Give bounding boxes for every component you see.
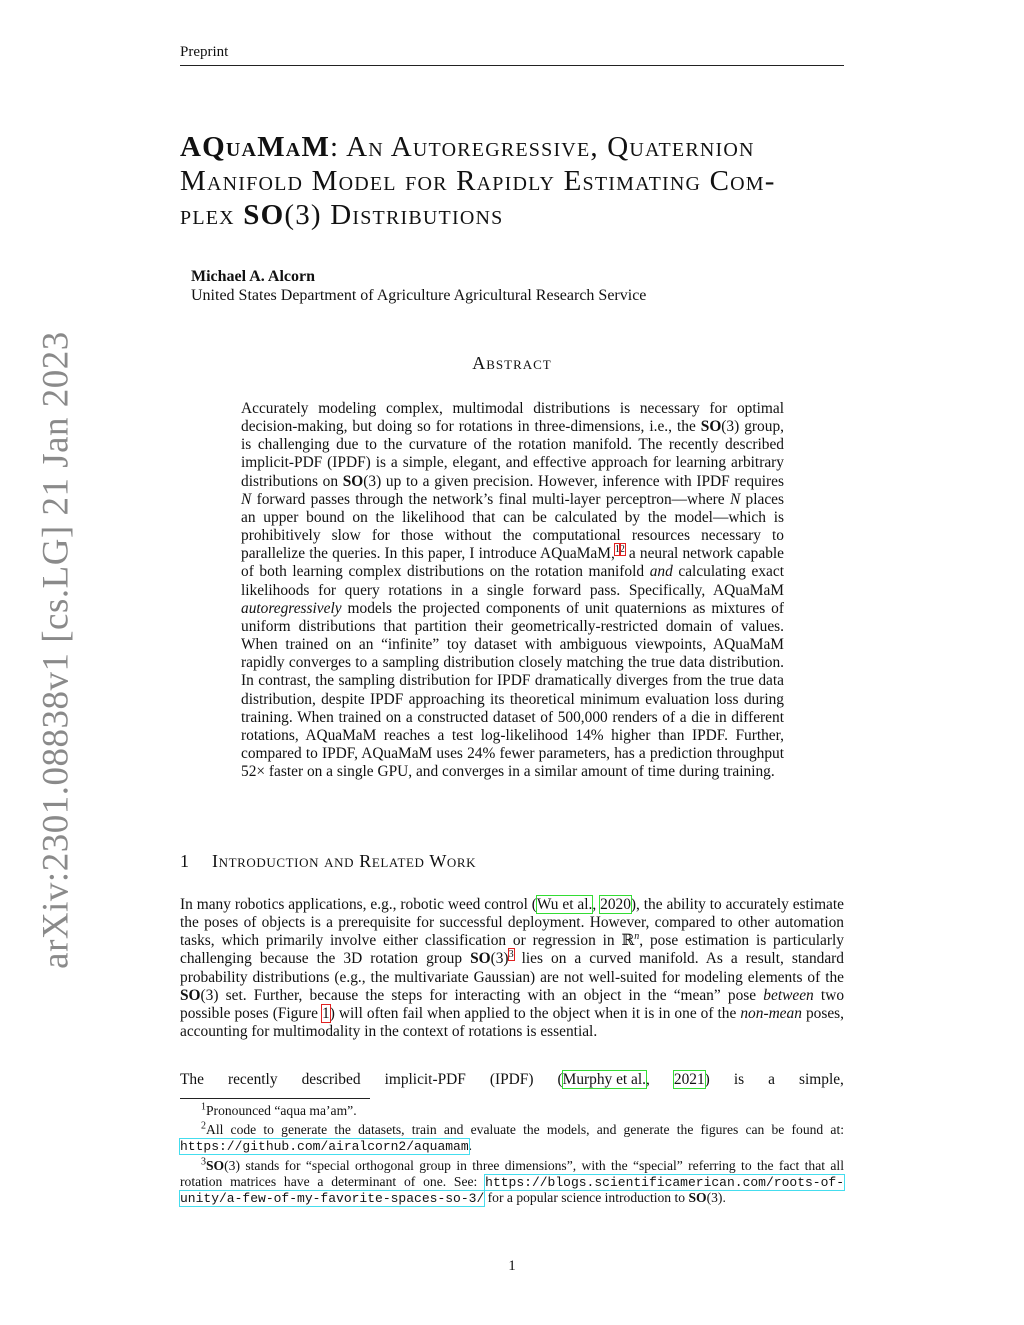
page-number: 1 [508, 1258, 516, 1274]
section-title: Introduction and Related Work [212, 851, 477, 871]
footnote-1: $^1$Pronounced “aqua ma’am”. [201, 1101, 357, 1118]
citation-murphy-2021-year[interactable]: 2021 [673, 1071, 705, 1088]
footnote-ref-1[interactable]: 1 [614, 544, 620, 556]
arxiv-side-stamp: arXiv:2301.08838v1 [cs.LG] 21 Jan 2023 [35, 331, 77, 969]
title-line-2: Manifold Model for Rapidly Estimating Com- [180, 165, 776, 197]
scientific-american-link[interactable]: https://blogs.scientificamerican.com/roots-of-unity/a-few-of-my-favorite-spaces-so-3/ [180, 1174, 844, 1207]
citation-murphy-2021[interactable]: Murphy et al. [562, 1071, 646, 1088]
section-heading [180, 851, 476, 872]
footnote-ref-2[interactable]: 2 [619, 544, 625, 556]
header-rule [180, 65, 844, 66]
github-link[interactable]: https://github.com/airalcorn2/aquamam [180, 1138, 469, 1154]
body-paragraph-1: In many robotics applications, e.g., robotic weed control (Wu et al., 2020), the ability to accurately estimate the poses of objects is a prerequisite for successful deployment. However, compared to other automation tasks, which primarily involve either classification or regression in ℝ$^n$, pose estimation is particularly challenging because the 3D rotation group SO(3)$^3$ lies on a curved manifold. As a result, standard probability distributions (e.g., the multivariate Gaussian) are not well-suited for modeling elements of the SO(3) set. Further, because the steps for interacting with an object in the “mean” pose between two possible poses (Figure 1) will often fail when applied to the object when it is in one of the non-mean poses, accounting for multimodality in the context of rotations is essential. [180, 896, 845, 1041]
author-affiliation: United States Department of Agriculture Agricultural Research Service [191, 287, 647, 304]
section-number: 1 [180, 851, 190, 871]
abstract-heading: Abstract [472, 353, 552, 373]
footnote-3: $^3$SO(3) stands for “special orthogonal group in three dimensions”, with the “special” referring to the fact that all rotation matrices have a determinant of one. See: https://blogs.scientificamerican.com/roots-of-unity/a-few-of-my-favorite-spaces-so-3/ for a popular science introduction to SO(3). [180, 1156, 844, 1207]
citation-wu-2020[interactable]: Wu et al. [536, 896, 593, 913]
abstract-text: Accurately modeling complex, multimodal distributions is necessary for optimal decision-making, but doing so for rotations in three-dimensions, i.e., the SO(3) group, is challenging due to the curvature of the rotation manifold. The recently described implicit-PDF (IPDF) is a simple, elegant, and effective approach for learning arbitrary distributions on SO(3) up to a given precision. However, inference with IPDF requires N forward passes through the network’s final multi-layer perceptron—where N places an upper bound on the likelihood that can be calculated by the model—which is prohibitively slow for those without the computational resources necessary to parallelize the queries. In this paper, I introduce AQuaMaM,$^{12}$ a neural network capable of both learning complex distributions on the rotation manifold and calculating exact likelihoods for query rotations in a single forward pass. Specifically, AQuaMaM autoregressively models the projected components of unit quaternions as mixtures of uniform distributions that partition their geometrically-restricted domain of values. When trained on an “infinite” toy dataset with ambiguous viewpoints, AQuaMaM rapidly converges to a sampling distribution closely matching the true data distribution. In contrast, the sampling distribution for IPDF dramatically diverges from the true data distribution, despite IPDF approaching its theoretical minimum evaluation loss during training. When trained on a constructed dataset of 500,000 renders of a die in different rotations, AQuaMaM reaches a test log-likelihood 14% higher than IPDF. Further, compared to IPDF, AQuaMaM uses 24% fewer parameters, has a prediction throughput 52× faster on a single GPU, and converges in a similar amount of time during training. [241, 400, 785, 781]
figure-ref-1[interactable]: 1 [322, 1004, 330, 1022]
body-paragraph-2: The recently described implicit-PDF (IPDF) (Murphy et al., 2021) is a simple, [180, 1071, 844, 1088]
paper-title [180, 130, 844, 232]
footnote-ref-3[interactable]: 3 [508, 949, 514, 961]
footnote-rule [180, 1098, 370, 1099]
author-name: Michael A. Alcorn [191, 268, 315, 285]
title-line-1: AQuaMaM: An Autoregressive, Quaternion [180, 131, 755, 163]
running-head: Preprint [180, 44, 229, 60]
title-line-3: plex SO(3) Distributions [180, 199, 504, 231]
footnote-2: $^2$All code to generate the datasets, train and evaluate the models, and generate the figures can be found at: https://github.com/airalcorn2/aquamam. [180, 1120, 844, 1154]
citation-wu-2020-year[interactable]: 2020 [600, 896, 631, 913]
